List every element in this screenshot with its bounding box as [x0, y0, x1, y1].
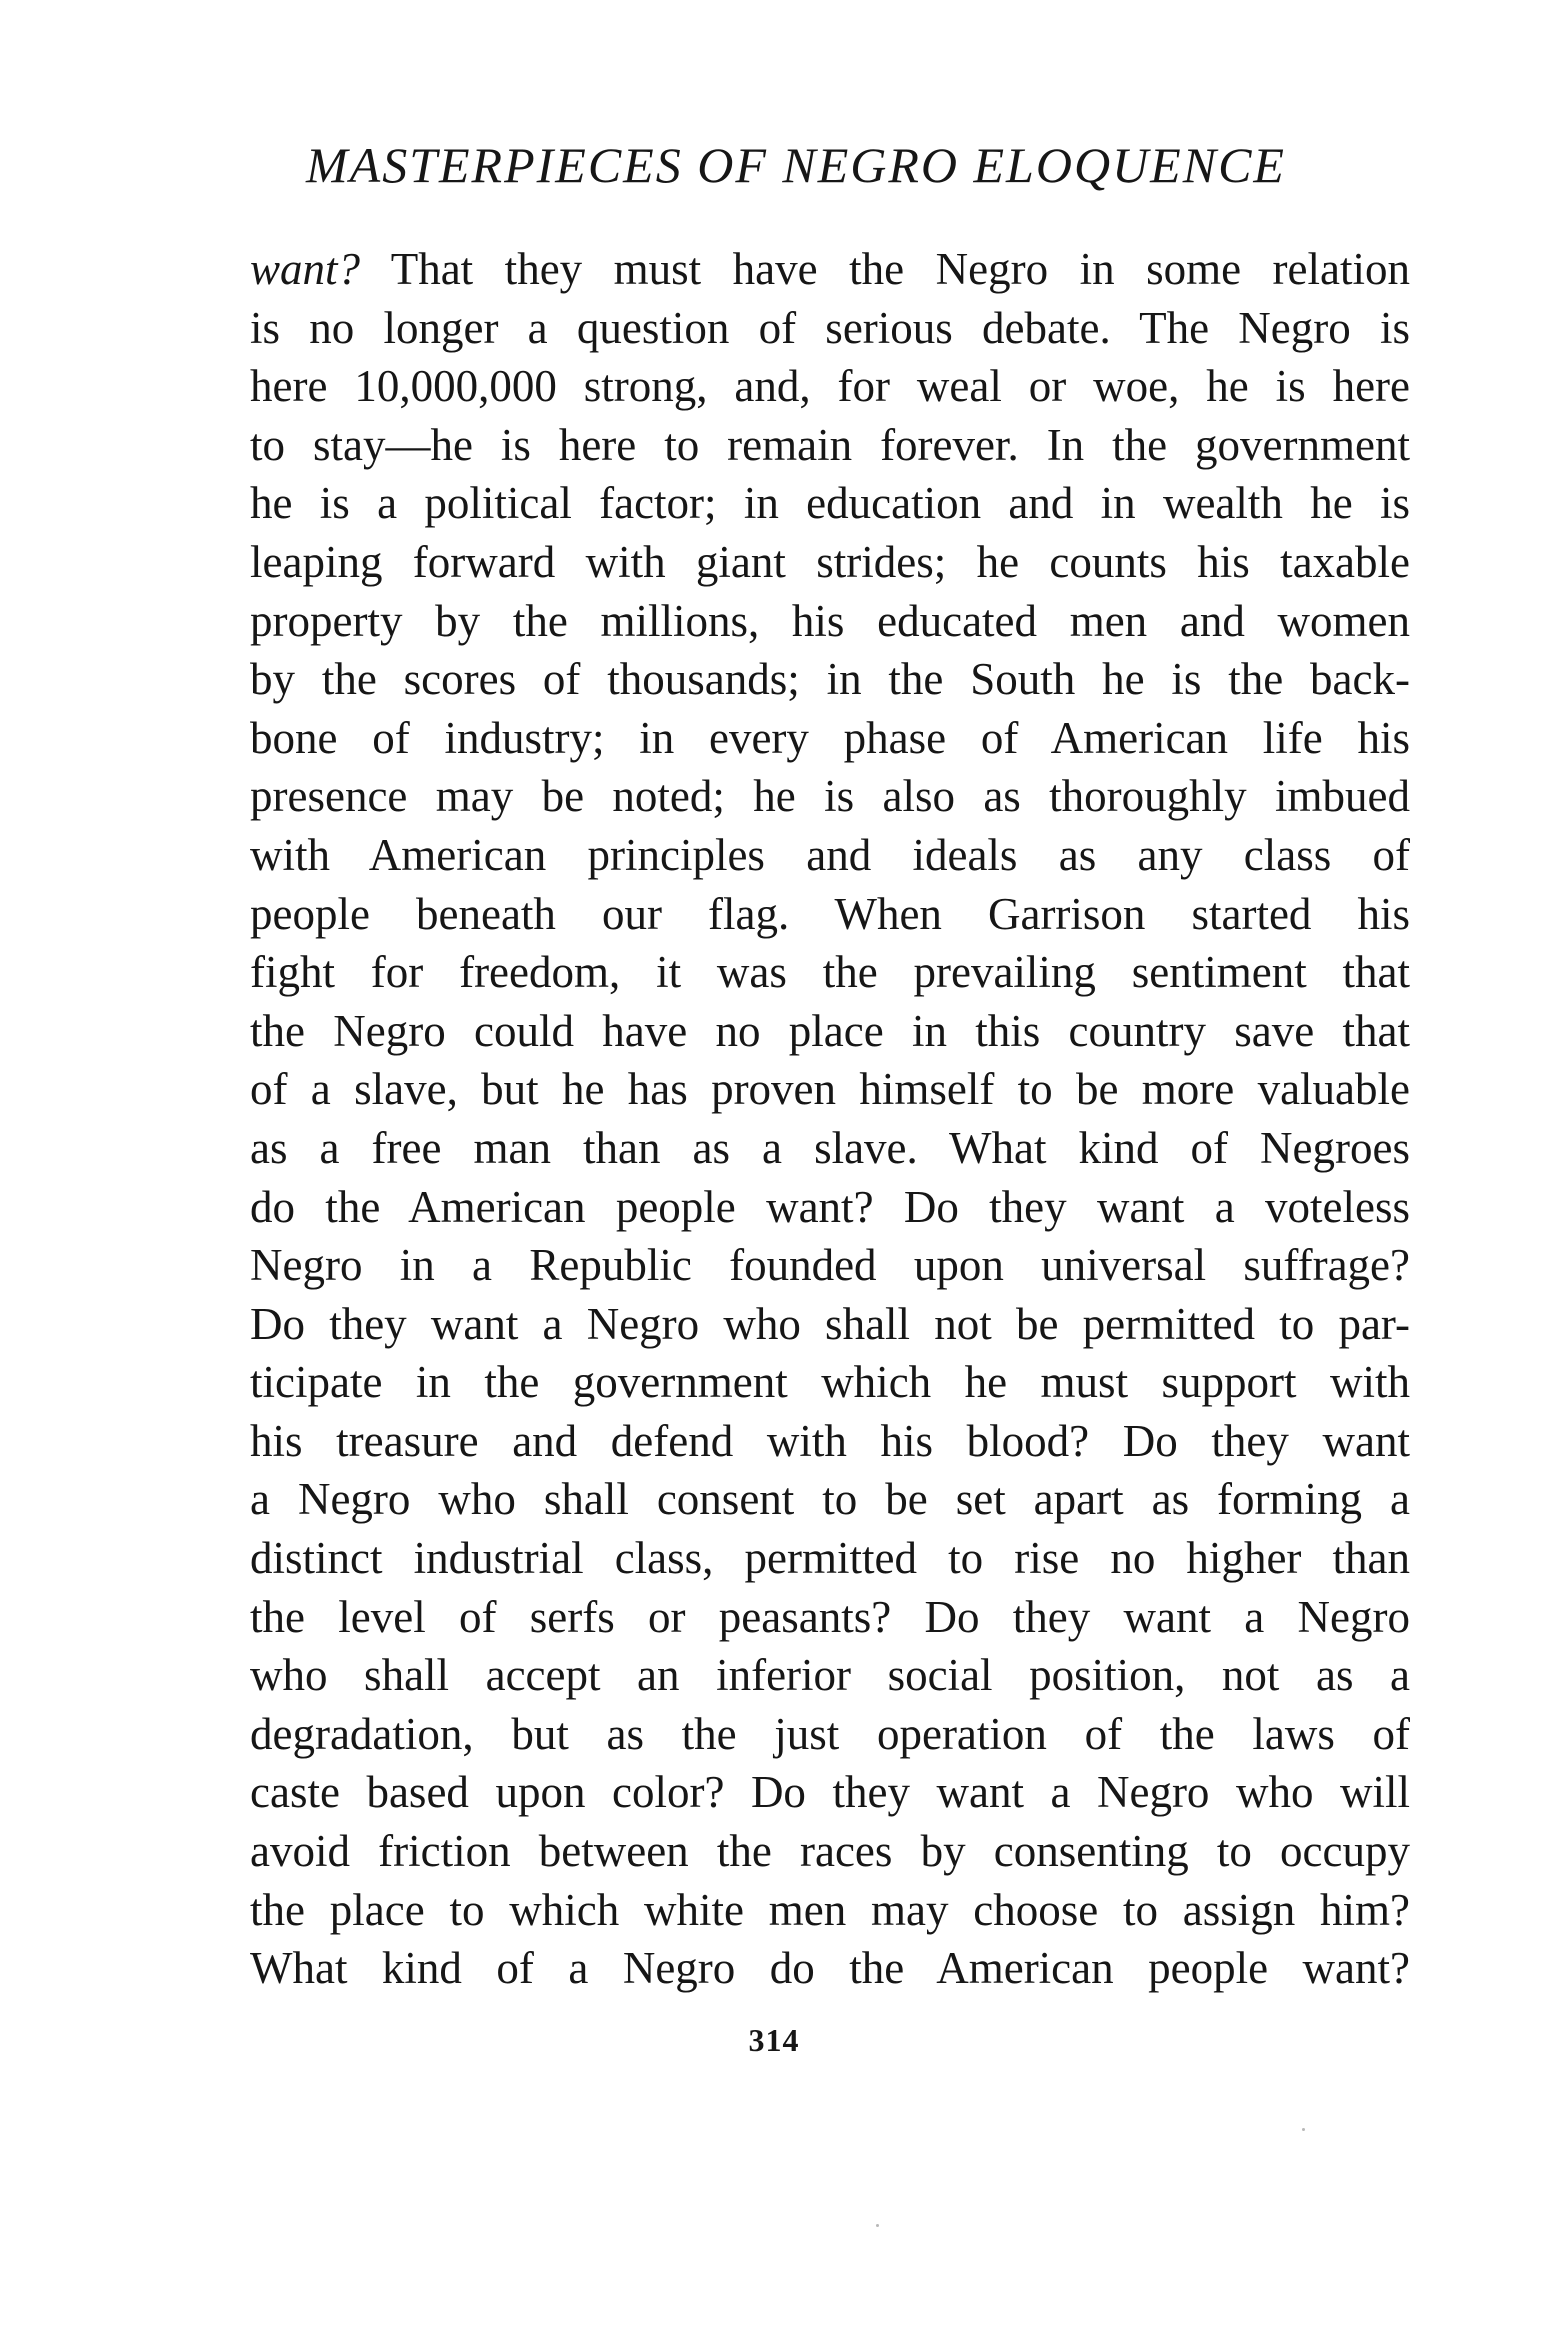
- text-line: presence may be noted; he is also as thoroughly imbued: [250, 771, 1410, 822]
- text-line: [250, 240, 1410, 299]
- text-line: he is a political factor; in education and in wealth he is: [250, 478, 1410, 529]
- text-line: is no longer a question of serious debate. The Negro is: [250, 302, 1410, 353]
- text-line: people beneath our flag. When Garrison started his: [250, 888, 1410, 939]
- text-line: do the American people want? Do they want a voteless: [250, 1181, 1410, 1232]
- text-line: who shall accept an inferior social position, not as a: [250, 1650, 1410, 1701]
- paper-speck: [876, 2224, 879, 2227]
- text-line: a Negro who shall consent to be set apart as forming a: [250, 1474, 1410, 1525]
- paper-speck: [1302, 2128, 1305, 2131]
- first-line-rest: That they must have the Negro in some relation: [360, 244, 1410, 294]
- page-number: 314: [748, 2022, 800, 2058]
- text-line: property by the millions, his educated men and women: [250, 595, 1410, 646]
- text-line: his treasure and defend with his blood? Do they want: [250, 1415, 1410, 1466]
- text-line: the level of serfs or peasants? Do they want a Negro: [250, 1591, 1410, 1642]
- text-line: Negro in a Republic founded upon universal suffrage?: [250, 1240, 1410, 1291]
- text-line: the Negro could have no place in this country save that: [250, 1005, 1410, 1056]
- text-line: caste based upon color? Do they want a Negro who will: [250, 1767, 1410, 1818]
- text-line: What kind of a Negro do the American people want?: [250, 1943, 1410, 1994]
- text-line: avoid friction between the races by consenting to occupy: [250, 1826, 1410, 1877]
- body-text: [250, 240, 1410, 1998]
- text-line: Do they want a Negro who shall not be permitted to par-: [250, 1298, 1410, 1349]
- text-line: leaping forward with giant strides; he counts his taxable: [250, 536, 1410, 587]
- text-line: degradation, but as the just operation of the laws of: [250, 1708, 1410, 1759]
- text-line: to stay—he is here to remain forever. In the government: [250, 419, 1410, 470]
- italic-lead-word: want?: [250, 244, 361, 294]
- text-line: ticipate in the government which he must support with: [250, 1357, 1410, 1408]
- text-line: of a slave, but he has proven himself to be more valuable: [250, 1064, 1410, 1115]
- text-line: fight for freedom, it was the prevailing sentiment that: [250, 947, 1410, 998]
- text-line: bone of industry; in every phase of American life his: [250, 712, 1410, 763]
- text-line: by the scores of thousands; in the South he is the back-: [250, 654, 1410, 705]
- text-line: distinct industrial class, permitted to rise no higher than: [250, 1533, 1410, 1584]
- text-line: as a free man than as a slave. What kind of Negroes: [250, 1122, 1410, 1173]
- text-line: with American principles and ideals as any class of: [250, 829, 1410, 880]
- text-line: the place to which white men may choose to assign him?: [250, 1884, 1410, 1935]
- running-head: MASTERPIECES OF NEGRO ELOQUENCE: [306, 137, 1286, 193]
- text-line: here 10,000,000 strong, and, for weal or woe, he is here: [250, 361, 1410, 412]
